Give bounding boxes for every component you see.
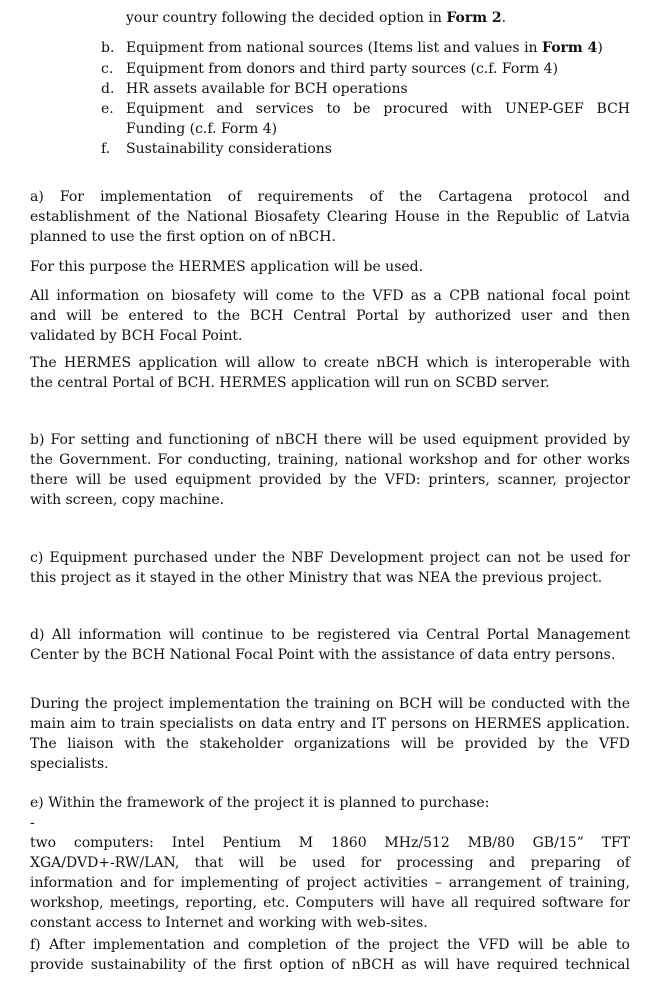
paragraph-e: e) Within the framework of the project it is planned to purchase: - two computers: Intel Pentium M 1860 MHz/512 MB/80 GB/15” TFT XGA/DVD+-RW/LAN, that will be used for processing and preparing of information and for implementing of project activities – arrangement of training, workshop, meetings, reporting, etc. Computers will have all required software for constant access to Internet and working with web-sites. xyxy=(30,795,630,931)
paragraph-a-intro: a) For implementation of requirements of the Cartagena protocol and establishment of the National Biosafety Clearing House in the Republic of Latvia planned to use the first option on of nBCH. xyxy=(30,189,630,245)
paragraph-a-biosafety: All information on biosafety will come to the VFD as a CPB national focal point and will be entered to the BCH Central Portal by authorized user and then validated by BCH Focal Point. xyxy=(30,288,630,344)
paragraph-d: d) All information will continue to be registered via Central Portal Management Center by the BCH National Focal Point with the assistance of data entry persons. xyxy=(30,627,630,663)
paragraph-c: c) Equipment purchased under the NBF Development project can not be used for this project as it stayed in the other Ministry that was NEA the previous project. xyxy=(30,550,630,586)
paragraph-a-interoperable: The HERMES application will allow to create nBCH which is interoperable with the central Portal of BCH. HERMES application will run on SCBD server. xyxy=(30,355,630,391)
document-page: your country following the decided option in Form 2. b. Equipment from national sources (Items list and values in Form 4) c. Equipment from donors and third party sources (c.f. Form 4) d. HR assets available for BCH operations e. Equipment and services to be procured with UNEP-GEF BCH Funding (c.f. Form 4) f. Sustainability considerations a) For implementation of requirements of the Cartagena protocol and establishment of the National Biosafety Clearing House in the Republic of Latvia planned to use the first option on of nBCH. For this purpose the HERMES application will be used. All information on biosafety will come to the VFD as a CPB national focal point and will be entered to the BCH Central Portal by authorized user and then validated by BCH Focal Point. The HERMES application will allow to create nBCH which is interoperable with the central Portal of BCH. HERMES application will run on SCBD server. b) For setting and functioning of nBCH there will be used equipment provided by the Government. For conducting, training, national workshop and for other works there will be used equipment provided by the VFD: printers, scanner, projector with screen, copy machine. c) Equipment purchased under the NBF Development project can not be used for this project as it stayed in the other Ministry that was NEA the previous project. d) All information will continue to be registered via Central Portal Management Center by the BCH National Focal Point with the assistance of data entry persons. During the project implementation the training on BCH will be conducted with the main aim to train specialists on data entry and IT persons on HERMES application. The liaison with the stakeholder organizations will be provided by the VFD specialists. e) Within the framework of the project it is planned to purchase: - two computers: Intel Pentium M 1860 MHz/512 MB/80 GB/15” TFT XGA/DVD+-RW/LAN, that will be used for processing and preparing of information and for implementing of project activities – arrangement of training, workshop, meetings, reporting, etc. Computers will have all required software for constant access to Internet and working with web-sites. f) After implementation and completion of the project the VFD will be able to provide sustainability of the first option of nBCH as will have required technical xyxy=(30,10,630,973)
paragraph-f: f) After implementation and completion of the project the VFD will be able to provide sustainability of the first option of nBCH as will have required technical xyxy=(30,937,630,973)
paragraph-b: b) For setting and functioning of nBCH there will be used equipment provided by the Government. For conducting, training, national workshop and for other works there will be used equipment provided by the VFD: printers, scanner, projector with screen, copy machine. xyxy=(30,432,630,508)
paragraph-a-hermes: For this purpose the HERMES application will be used. xyxy=(30,259,424,275)
paragraph-d-training: During the project implementation the training on BCH will be conducted with the main aim to train specialists on data entry and IT persons on HERMES application. The liaison with the stakeholder organizations will be provided by the VFD specialists. xyxy=(30,696,630,772)
